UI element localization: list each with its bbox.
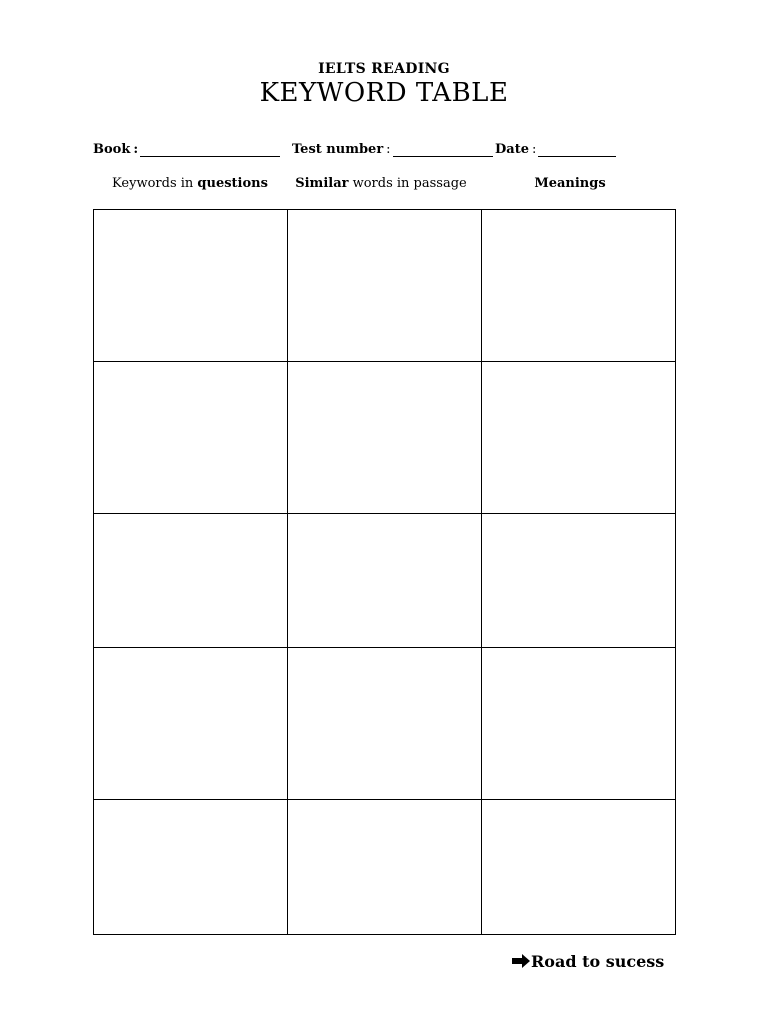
similar-word-cell[interactable] (288, 514, 482, 648)
book-blank-line[interactable] (140, 142, 280, 157)
keyword-cell[interactable] (94, 648, 288, 800)
date-blank-line[interactable] (538, 142, 616, 157)
keyword-cell[interactable] (94, 362, 288, 514)
table-row (94, 210, 676, 362)
column-header-similar: Similar words in passage (295, 176, 467, 191)
book-field (93, 142, 280, 157)
test-number-colon: : (386, 142, 391, 157)
similar-word-cell[interactable] (288, 362, 482, 514)
meaning-cell[interactable] (482, 514, 676, 648)
similar-word-cell[interactable] (288, 210, 482, 362)
book-label: Book (93, 142, 131, 157)
document-subtitle: IELTS READING (318, 61, 450, 77)
date-colon: : (531, 142, 537, 157)
column-headers (93, 176, 675, 196)
keyword-table (93, 209, 676, 935)
column-header-meanings: Meanings (534, 176, 606, 191)
test-number-field (292, 142, 493, 157)
meaning-cell[interactable] (482, 210, 676, 362)
table-row (94, 514, 676, 648)
table-row (94, 362, 676, 514)
meaning-cell[interactable] (482, 648, 676, 800)
keyword-cell[interactable] (94, 210, 288, 362)
book-colon: : (133, 142, 139, 157)
table-row (94, 648, 676, 800)
footer-tagline (511, 952, 664, 971)
test-number-blank-line[interactable] (393, 142, 493, 157)
column-header-keywords: Keywords in questions (112, 176, 268, 191)
document-title: KEYWORD TABLE (259, 78, 509, 108)
similar-word-cell[interactable] (288, 648, 482, 800)
test-number-label: Test number (292, 142, 384, 157)
table-row (94, 800, 676, 935)
meaning-cell[interactable] (482, 362, 676, 514)
similar-word-cell[interactable] (288, 800, 482, 935)
date-field (495, 142, 616, 157)
date-label: Date (495, 142, 529, 157)
keyword-cell[interactable] (94, 800, 288, 935)
arrow-right-icon (511, 953, 531, 969)
footer-text: Road to sucess (531, 952, 665, 971)
keyword-cell[interactable] (94, 514, 288, 648)
meaning-cell[interactable] (482, 800, 676, 935)
